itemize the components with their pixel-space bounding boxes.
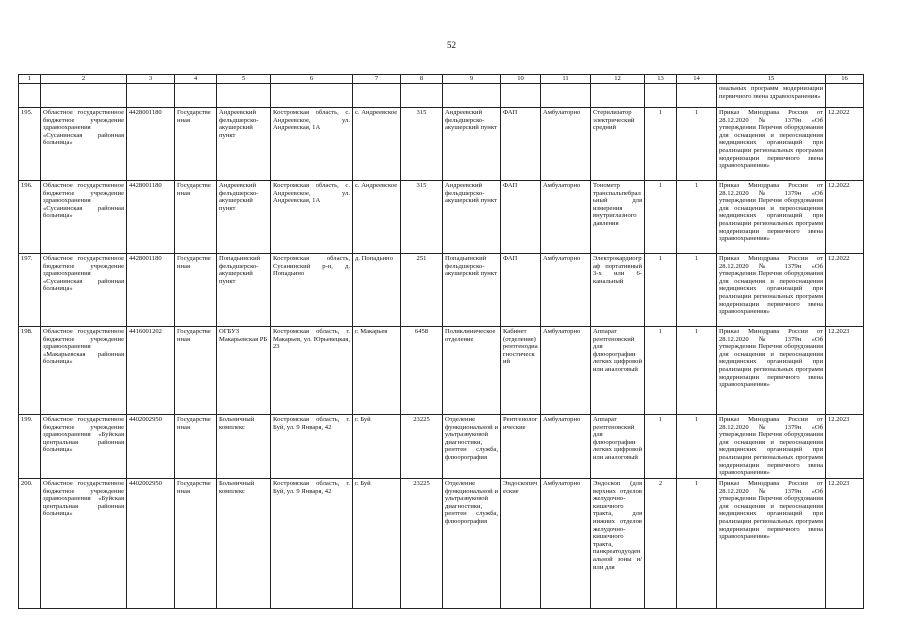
cell-unit: Больничный комплекс <box>217 479 271 609</box>
cell-subunit: Попадьинский фельдшерско-акушерский пункт <box>443 254 501 327</box>
cell-settlement: г. Буй <box>353 479 401 609</box>
cell-inn: 4416001202 <box>127 327 175 415</box>
table-row <box>19 108 864 181</box>
cell-no: 200. <box>19 479 41 609</box>
cell-no: 198. <box>19 327 41 415</box>
col-header: 7 <box>353 75 401 84</box>
cell-date: 12.2022 <box>826 108 864 181</box>
cell-care: Амбулаторно <box>541 415 591 479</box>
cell-unit: Андреевский фельдшерско-акушерский пункт <box>217 108 271 181</box>
cell-qty1: 1 <box>645 415 677 479</box>
cell-qty1: 1 <box>645 327 677 415</box>
col-header: 6 <box>271 75 353 84</box>
cell-form: Государственная <box>175 254 217 327</box>
cell-qty2: 1 <box>677 479 717 609</box>
cell-subunit: Поликлиническое отделение <box>443 327 501 415</box>
cell-date: 12.2022 <box>826 254 864 327</box>
cell-org: Областное государственное бюджетное учреждение здравоохранения «Сусанинская районная больница» <box>41 254 127 327</box>
cell-subunit: Отделение функциональной и ультразвуковой диагностики, рентген служба, флюорография <box>443 479 501 609</box>
cell-basis: Приказ Минздрава России от 28.12.2020 № 1379н «Об утверждении Перечня оборудования для оснащения и переоснащения медицинских организаций при реализации региональных программ модернизации первичного звена здравоохранения» <box>717 108 826 181</box>
cell-qty2: 1 <box>677 327 717 415</box>
table-row <box>19 479 864 609</box>
cell-equipment: Аппарат рентгеновский для флюорографии легких цифровой или аналоговый <box>591 415 645 479</box>
cell-dept: ФАП <box>501 108 541 181</box>
col-header: 14 <box>677 75 717 84</box>
cell-org: Областное государственное бюджетное учреждение здравоохранения «Сусанинская районная больница» <box>41 181 127 254</box>
cell-unit: Больничный комплекс <box>217 415 271 479</box>
cell-no: 199. <box>19 415 41 479</box>
cell-org: Областное государственное бюджетное учреждение здравоохранения «Макарьевская районная больница» <box>41 327 127 415</box>
cell-date: 12.2023 <box>826 415 864 479</box>
cell-equipment: Стерилизатор электрический средний <box>591 108 645 181</box>
cell-care: Амбулаторно <box>541 108 591 181</box>
col-header: 13 <box>645 75 677 84</box>
cell-settlement: г. Буй <box>353 415 401 479</box>
cell-no: 196. <box>19 181 41 254</box>
cell-org: Областное государственное бюджетное учреждение здравоохранения «Сусанинская районная больница» <box>41 108 127 181</box>
cell-dept: Рентгенологические <box>501 415 541 479</box>
col-header: 4 <box>175 75 217 84</box>
cell-qty1: 1 <box>645 108 677 181</box>
cell-dept: ФАП <box>501 254 541 327</box>
cell-subunit: Андреевский фельдшерско-акушерский пункт <box>443 181 501 254</box>
cell-care: Амбулаторно <box>541 254 591 327</box>
cell-address: Костромская область, Сусанинский р-н, д. Попадьино <box>271 254 353 327</box>
col-header: 12 <box>591 75 645 84</box>
cell-date: 12.2023 <box>826 479 864 609</box>
column-number-row <box>19 75 864 84</box>
cell-form: Государственная <box>175 415 217 479</box>
cell-address: Костромская область, с. Андреевское, ул. Андреевская, 1А <box>271 108 353 181</box>
cell-unit: Попадьинский фельдшерско-акушерский пункт <box>217 254 271 327</box>
cell-inn: 4428001180 <box>127 108 175 181</box>
cell-date: 12.2022 <box>826 181 864 254</box>
cell-qty2: 1 <box>677 254 717 327</box>
table-row <box>19 415 864 479</box>
cell-population: 23225 <box>401 479 443 609</box>
cell-qty2: 1 <box>677 108 717 181</box>
cell-care: Амбулаторно <box>541 181 591 254</box>
cell-inn: 4428001180 <box>127 254 175 327</box>
cell-population: 6458 <box>401 327 443 415</box>
cell-qty1: 1 <box>645 254 677 327</box>
continuation-text: ональных программ модернизации первичного звена здравоохранения» <box>717 84 826 108</box>
col-header: 16 <box>826 75 864 84</box>
cell-qty1: 1 <box>645 181 677 254</box>
col-header: 5 <box>217 75 271 84</box>
cell-basis: Приказ Минздрава России от 28.12.2020 № 1379н «Об утверждении Перечня оборудования для оснащения и переоснащения медицинских организаций при реализации региональных программ модернизации первичного звена здравоохранения» <box>717 327 826 415</box>
col-header: 2 <box>41 75 127 84</box>
cell-address: Костромская область, с. Андреевское, ул. Андреевская, 1А <box>271 181 353 254</box>
cell-care: Амбулаторно <box>541 327 591 415</box>
cell-settlement: г. Макарьев <box>353 327 401 415</box>
cell-inn: 4402002950 <box>127 479 175 609</box>
cell-care: Амбулаторно <box>541 479 591 609</box>
cell-subunit: Отделение функциональной и ультразвуковой диагностики, рентген служба, флюорография <box>443 415 501 479</box>
col-header: 15 <box>717 75 826 84</box>
cell-equipment: Электрокардиограф портативный 3-х или 6-канальный <box>591 254 645 327</box>
cell-population: 23225 <box>401 415 443 479</box>
col-header: 11 <box>541 75 591 84</box>
cell-equipment: Аппарат рентгеновский для флюорографии легких цифровой или аналоговый <box>591 327 645 415</box>
cell-settlement: д. Попадьино <box>353 254 401 327</box>
col-header: 8 <box>401 75 443 84</box>
col-header: 9 <box>443 75 501 84</box>
equipment-table <box>18 74 864 609</box>
cell-inn: 4428001180 <box>127 181 175 254</box>
cell-population: 315 <box>401 181 443 254</box>
cell-basis: Приказ Минздрава России от 28.12.2020 № 1379н «Об утверждении Перечня оборудования для оснащения и переоснащения медицинских организаций при реализации региональных программ модернизации первичного звена здравоохранения» <box>717 254 826 327</box>
cell-unit: ОГБУЗ Макарьевская РБ <box>217 327 271 415</box>
cell-basis: Приказ Минздрава России от 28.12.2020 № 1379н «Об утверждении Перечня оборудования для оснащения и переоснащения медицинских организаций при реализации региональных программ модернизации первичного звена здравоохранения» <box>717 479 826 609</box>
cell-form: Государственная <box>175 181 217 254</box>
cell-no: 195. <box>19 108 41 181</box>
cell-population: 315 <box>401 108 443 181</box>
cell-address: Костромская область, г. Буй, ул. 9 Января, 42 <box>271 479 353 609</box>
cell-inn: 4402002950 <box>127 415 175 479</box>
cell-form: Государственная <box>175 327 217 415</box>
cell-equipment: Эндоскоп (для верхних отделов желудочно-кишечного тракта, для нижних отделов желудочно-кишечного тракта, панкреатодуоденальной зоны и/или для <box>591 479 645 609</box>
col-header: 3 <box>127 75 175 84</box>
continuation-row <box>19 84 864 108</box>
cell-subunit: Андреевский фельдшерско-акушерский пункт <box>443 108 501 181</box>
page-number: 52 <box>447 40 456 50</box>
table-row <box>19 327 864 415</box>
cell-org: Областное государственное бюджетное учреждение здравоохранения «Буйская центральная районная больница» <box>41 415 127 479</box>
cell-form: Государственная <box>175 108 217 181</box>
cell-equipment: Тонометр транспальпебральный для измерения внутриглазного давления <box>591 181 645 254</box>
table-row <box>19 254 864 327</box>
table-row <box>19 181 864 254</box>
cell-date: 12.2023 <box>826 327 864 415</box>
cell-qty2: 1 <box>677 415 717 479</box>
col-header: 1 <box>19 75 41 84</box>
cell-basis: Приказ Минздрава России от 28.12.2020 № 1379н «Об утверждении Перечня оборудования для оснащения и переоснащения медицинских организаций при реализации региональных программ модернизации первичного звена здравоохранения» <box>717 415 826 479</box>
cell-org: Областное государственное бюджетное учреждение здравоохранения «Буйская центральная районная больница» <box>41 479 127 609</box>
cell-settlement: с. Андреевское <box>353 108 401 181</box>
cell-form: Государственная <box>175 479 217 609</box>
cell-dept: ФАП <box>501 181 541 254</box>
cell-address: Костромская область, г. Макарьев, ул. Юрьевецкая, 23 <box>271 327 353 415</box>
cell-dept: Эндоскопические <box>501 479 541 609</box>
cell-qty1: 2 <box>645 479 677 609</box>
cell-no: 197. <box>19 254 41 327</box>
cell-qty2: 1 <box>677 181 717 254</box>
cell-basis: Приказ Минздрава России от 28.12.2020 № 1379н «Об утверждении Перечня оборудования для оснащения и переоснащения медицинских организаций при реализации региональных программ модернизации первичного звена здравоохранения» <box>717 181 826 254</box>
col-header: 10 <box>501 75 541 84</box>
cell-settlement: с. Андреевское <box>353 181 401 254</box>
cell-dept: Кабинет (отделение) рентгенодиагностический <box>501 327 541 415</box>
cell-address: Костромская область, г. Буй, ул. 9 Января, 42 <box>271 415 353 479</box>
cell-unit: Андреевский фельдшерско-акушерский пункт <box>217 181 271 254</box>
cell-population: 251 <box>401 254 443 327</box>
